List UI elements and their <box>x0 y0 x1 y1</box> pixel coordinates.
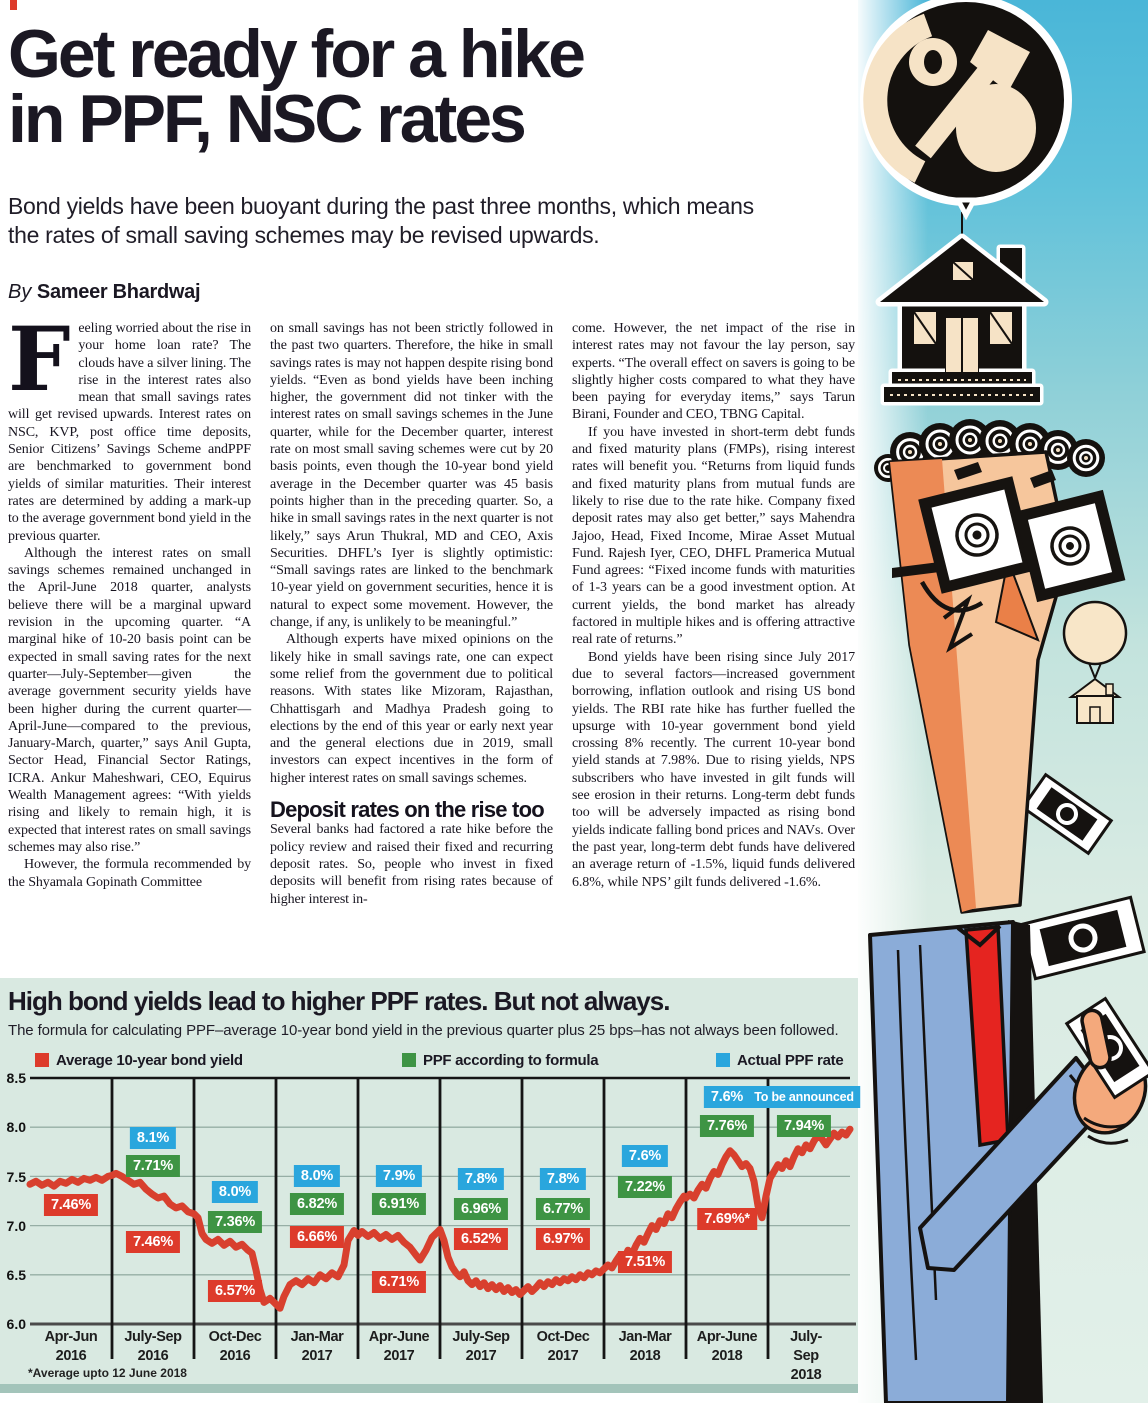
paragraph: Although the interest rates on small savings schemes remained unchanged in the April-June 2018 quarter, analysts believe there will be a marginal upward revision in the upcoming quarter. “A marginal hike of 10-20 basis point can be expected in small saving rates for the next quarter—July-September—given the average government security yields have been higher during the current quarter—April-June—compared to the previous, January-March, quarter,” says Anil Gupta, Sector Head, Financial Sector Ratings, ICRA. Ankur Maheshwari, CEO, Equirus Wealth Management agrees: “With yields rising and likely to remain high, it is expected that interest rates on small savings schemes may also rise.” <box>8 545 251 855</box>
ppf-rates-chart <box>0 978 858 1393</box>
byline-prefix: By <box>8 281 32 303</box>
tag-actual: 7.9% <box>376 1165 422 1187</box>
paragraph: come. However, the net impact of the rise in interest rates may not favour the lay person, say experts. “The overall effect on savers is going to be slightly higher costs compared to what they have been paying for everyday items,” says Tarun Birani, Founder and CEO, TBNG Capital. <box>572 321 855 423</box>
standfirst: Bond yields have been buoyant during the past three months, which means the rates of small saving schemes may be revised upwards. <box>8 193 754 249</box>
tag-formula: 6.96% <box>454 1198 508 1220</box>
tag-formula: 6.77% <box>536 1198 590 1220</box>
x-label: Apr-June 2018 <box>696 1329 758 1364</box>
tag-bond: 6.57% <box>208 1280 262 1302</box>
tag-bond: 6.52% <box>454 1228 508 1250</box>
tag-actual: 7.8% <box>540 1168 586 1190</box>
y-tick: 8.0 <box>6 1119 26 1135</box>
headline-line-1: Get ready for a hike <box>8 16 583 92</box>
tag-formula: 7.76% <box>700 1115 754 1137</box>
y-tick: 6.0 <box>6 1316 26 1332</box>
page-title <box>8 16 788 158</box>
paragraph: Several banks had factored a rate hike before the policy review and raised their fixed and recurring deposit rates. So, people who invest in fixed deposits will benefit from rising rates because of higher interest in- <box>270 822 553 907</box>
section-heading: Deposit rates on the rise too <box>270 797 544 823</box>
chart-title: High bond yields lead to higher PPF rates. But not always. <box>8 986 670 1016</box>
article-column-3 <box>572 320 855 891</box>
byline <box>8 281 200 304</box>
legend-label: Actual PPF rate <box>737 1052 844 1069</box>
illustration <box>858 0 1148 1403</box>
paragraph: However, the formula recommended by the Shyamala Gopinath Committee <box>8 857 251 890</box>
paragraph: If you have invested in short-term debt funds and fixed maturity plans (FMPs), rising interest rates will benefit you. “Returns from liquid funds and fixed maturity plans from mutual funds are likely to rise due to the rate hike. Company fixed deposit rates may also get better,” says Mahendra Jajoo, Head, Fixed Income, Mirae Asset Mutual Fund. Rajesh Iyer, CEO, DHFL Pramerica Mutual Fund agrees: “Fixed income funds with maturities of 1-3 years can be a good investment option. At current yields, the bond market has already factored in multiple hikes and is offering attractive real rate of returns.” <box>572 424 855 648</box>
x-label: July-Sep 2018 <box>790 1329 822 1383</box>
x-label: July-Sep 2016 <box>124 1329 182 1364</box>
tag-formula: 7.71% <box>126 1155 180 1177</box>
x-label: Oct-Dec 2017 <box>536 1329 590 1364</box>
x-label: Jan-Mar 2018 <box>618 1329 672 1364</box>
tag-actual: 8.1% <box>130 1127 176 1149</box>
tag-formula: 6.91% <box>372 1193 426 1215</box>
tag-actual: 8.0% <box>294 1165 340 1187</box>
paragraph: Although experts have mixed opinions on the likely hike in small savings rate, one can expect some relief from the government due to political reasons. With states like Mizoram, Rajasthan, Chhattisgarh and Madhya Pradesh going to elections by the end of this year or early next year and the general elections due in 2019, small investors can expect incentives in the form of higher interest rates on small savings schemes. <box>270 632 553 786</box>
tag-actual: 8.0% <box>212 1181 258 1203</box>
tag-actual: 7.6% <box>704 1086 750 1108</box>
article-column-1 <box>8 307 251 891</box>
tag-bond: 7.46% <box>126 1231 180 1253</box>
tag-bond: 7.46% <box>44 1194 98 1216</box>
tag-actual: 7.6% <box>622 1145 668 1167</box>
tag-actual: To be announced <box>748 1086 860 1108</box>
article-column-2 <box>270 320 553 908</box>
chart-footnote: *Average upto 12 June 2018 <box>28 1366 187 1380</box>
y-tick: 6.5 <box>6 1267 26 1283</box>
y-tick: 8.5 <box>6 1070 26 1086</box>
legend-label: PPF according to formula <box>423 1052 599 1069</box>
tag-actual: 7.8% <box>458 1168 504 1190</box>
paragraph: Bond yields have been rising since July 2017 due to several factors—increased government borrowing, inflation outlook and rising US bond yields. The RBI rate hike has further fuelled the upsurge with 10-year government bond yield crossing 8% recently. The current 10-year bond yield stands at 7.98%. Due to rising yields, NPS subscribers who have invested in gilt funds will see erosion in their returns. Long-term debt funds too will be adversely impacted as rising bond yields indicate falling bond prices and NAVs. Over the past year, long-term debt funds have delivered an average return of -1.5%, liquid funds delivered 6.8%, while NPS’ gilt funds delivered -1.6%. <box>572 649 855 890</box>
paragraph: eeling worried about the rise in your home loan rate? The clouds have a silver lining. The rise in the interest rates also mean that small savings rates will get revised upwards. Interest rates on NSC, KVP, post office time deposits, Senior Citizens’ Savings Scheme andPPF are benchmarked to government bond yields of similar maturities. Their interest rates are determined by adding a mark-up to the average government bond yield in the previous quarter. <box>8 321 251 544</box>
tag-bond: 7.51% <box>618 1251 672 1273</box>
tag-formula: 6.82% <box>290 1193 344 1215</box>
x-label: Oct-Dec 2016 <box>208 1329 262 1364</box>
page-corner-mark <box>10 0 17 10</box>
x-label: Jan-Mar 2017 <box>290 1329 344 1364</box>
x-label: Apr-June 2017 <box>368 1329 430 1364</box>
headline-line-2: in PPF, NSC rates <box>8 81 524 158</box>
tag-bond: 6.66% <box>290 1226 344 1248</box>
tag-bond: 6.71% <box>372 1271 426 1293</box>
legend-label: Average 10-year bond yield <box>56 1052 243 1069</box>
tag-bond: 7.69%* <box>697 1208 757 1230</box>
drop-cap: F <box>8 307 71 411</box>
tag-formula: 7.22% <box>618 1176 672 1198</box>
y-tick: 7.0 <box>6 1218 26 1234</box>
tag-bond: 6.97% <box>536 1228 590 1250</box>
chart-subtitle: The formula for calculating PPF–average 10-year bond yield in the previous quarter plus 25 bps–has not always been followed. <box>8 1022 839 1039</box>
y-tick: 7.5 <box>6 1169 26 1185</box>
tag-formula: 7.36% <box>208 1211 262 1233</box>
tag-formula: 7.94% <box>777 1115 831 1137</box>
byline-name: Sameer Bhardwaj <box>36 281 201 303</box>
paragraph: on small savings has not been strictly followed in the past two quarters. Therefore, the hike in small savings rates is may not happen despite rising bond yields. “Even as bond yields have been inching higher, the government did not tinker with the interest rates on small savings schemes in the June quarter, while for the December quarter, interest rate on most small saving schemes were cut by 20 basis points, even though the 10-year bond yield average in the December quarter was 45 basis points higher than in the preceding quarter. So, a hike in small savings rates in the next quarter is not likely,” says Arun Thukral, MD and CEO, Axis Securities. DHFL’s Iyer is slightly optimistic: “Small savings rates are linked to the benchmark 10-year yield on government securities, hence it is natural to expect some movement. However, the change, if any, is unlikely to be meaningful.” <box>270 321 553 631</box>
x-label: July-Sep 2017 <box>452 1329 510 1364</box>
x-label: Apr-Jun 2016 <box>44 1329 98 1364</box>
